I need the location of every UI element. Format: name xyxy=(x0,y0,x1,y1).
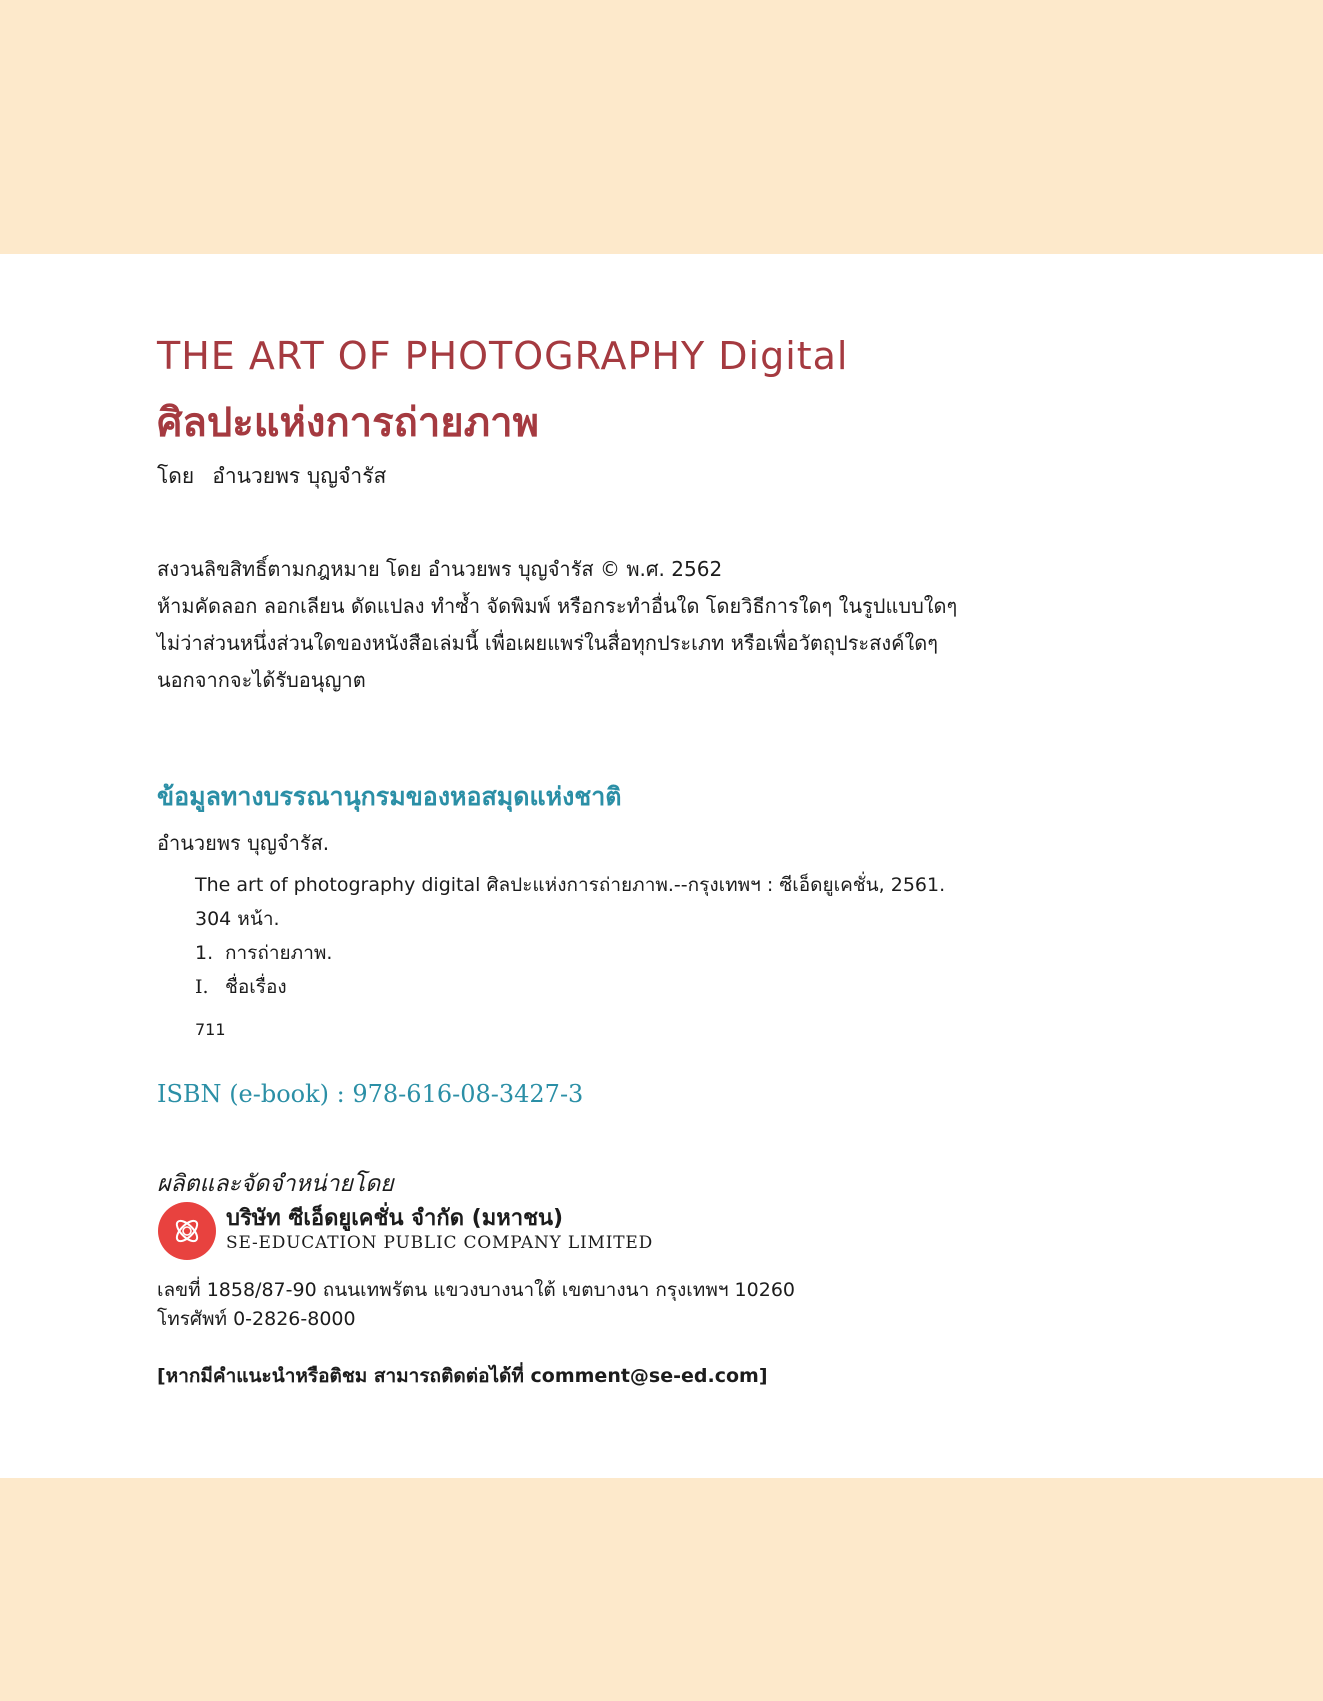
publisher-address: เลขที่ 1858/87-90 ถนนเทพรัตน แขวงบางนาใต้ เขตบางนา กรุงเทพฯ 10260 xyxy=(157,1279,795,1301)
author-line xyxy=(157,460,386,493)
company-name-english: SE-EDUCATION PUBLIC COMPANY LIMITED xyxy=(226,1233,653,1253)
copyright-line: นอกจากจะได้รับอนุญาต xyxy=(157,668,366,692)
cip-author: อำนวยพร บุญจำรัส. xyxy=(157,831,330,855)
cip-imprint: The art of photography digital ศิลปะแห่งการถ่ายภาพ.--กรุงเทพฯ : ซีเอ็ดยูเคชั่น, 2561. xyxy=(195,874,946,896)
copyright-line: สงวนลิขสิทธิ์ตามกฎหมาย โดย อำนวยพร บุญจำรัส © พ.ศ. 2562 xyxy=(157,557,723,581)
se-ed-logo-icon xyxy=(158,1202,216,1260)
copyright-page xyxy=(0,254,1323,1478)
isbn: ISBN (e-book) : 978-616-08-3427-3 xyxy=(157,1080,584,1108)
copyright-notice xyxy=(157,551,957,699)
cip-subject xyxy=(195,936,945,970)
cip-pages: 304 หน้า. xyxy=(195,908,280,930)
publisher-label: ผลิตและจัดจำหน่ายโดย xyxy=(157,1171,394,1197)
cip-title-text: ชื่อเรื่อง xyxy=(225,976,287,998)
cip-title-entry xyxy=(195,970,945,1004)
publisher-phone: โทรศัพท์ 0-2826-8000 xyxy=(157,1308,356,1330)
author-name: อำนวยพร บุญจำรัส xyxy=(212,464,387,488)
book-title-thai: ศิลปะแห่งการถ่ายภาพ xyxy=(157,400,539,446)
publisher-contact xyxy=(157,1276,795,1334)
cip-heading: ข้อมูลทางบรรณานุกรมของหอสมุดแห่งชาติ xyxy=(157,782,622,811)
company-name-thai: บริษัท ซีเอ็ดยูเคชั่น จำกัด (มหาชน) xyxy=(226,1206,564,1231)
feedback-note: [หากมีคำแนะนำหรือติชม สามารถติดต่อได้ที่ comment@se-ed.com] xyxy=(157,1365,768,1387)
cip-record xyxy=(195,868,945,1004)
bottom-band xyxy=(0,1478,1323,1701)
top-band xyxy=(0,0,1323,254)
cip-subject-number: 1. xyxy=(195,942,214,964)
cip-subject-text: การถ่ายภาพ. xyxy=(225,942,333,964)
copyright-line: ไม่ว่าส่วนหนึ่งส่วนใดของหนังสือเล่มนี้ เพื่อเผยแพร่ในสื่อทุกประเภท หรือเพื่อวัตถุประสงค์ใดๆ xyxy=(157,631,939,655)
book-title-english: THE ART OF PHOTOGRAPHY Digital xyxy=(157,334,849,378)
cip-title-number: I. xyxy=(195,976,209,998)
copyright-line: ห้ามคัดลอก ลอกเลียน ดัดแปลง ทำซ้ำ จัดพิมพ์ หรือกระทำอื่นใด โดยวิธีการใดๆ ในรูปแบบใดๆ xyxy=(157,594,958,618)
author-prefix: โดย xyxy=(157,464,195,488)
cip-classification: 711 xyxy=(195,1020,226,1039)
